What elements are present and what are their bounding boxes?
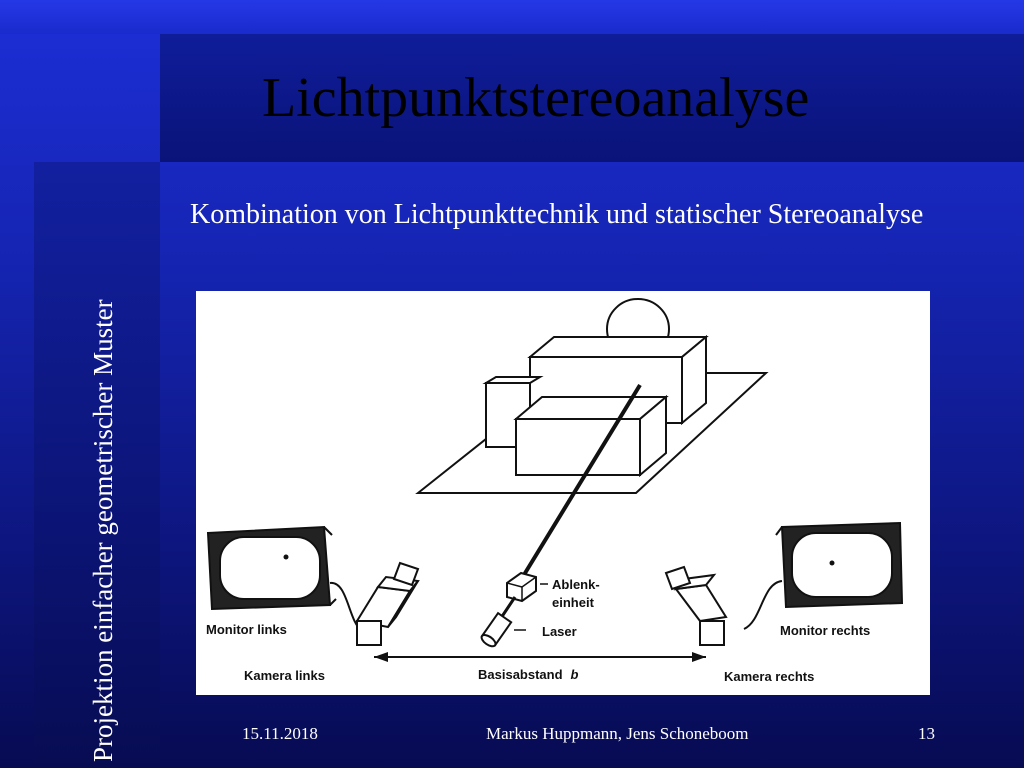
label-baseline-text: Basisabstand bbox=[478, 667, 563, 682]
footer-page-number: 13 bbox=[918, 724, 935, 743]
camera-right-front bbox=[700, 621, 724, 645]
footer-authors: Markus Huppmann, Jens Schoneboom bbox=[486, 724, 749, 743]
label-baseline-symbol: b bbox=[570, 667, 579, 682]
stereo-setup-figure bbox=[196, 291, 930, 695]
label-camera-right: Kamera rechts bbox=[724, 669, 815, 684]
slide-title: Lichtpunktstereoanalyse bbox=[262, 67, 810, 129]
stereo-setup-diagram bbox=[196, 291, 930, 695]
camera-right-body bbox=[676, 585, 726, 621]
side-caption-container bbox=[80, 172, 126, 762]
monitor-left-screen bbox=[220, 537, 320, 599]
large-box-top bbox=[530, 337, 706, 357]
label-laser: Laser bbox=[542, 624, 577, 639]
label-deflection-line1: Ablenk- bbox=[552, 577, 600, 592]
footer-date: 15.11.2018 bbox=[242, 724, 318, 743]
label-monitor-right: Monitor rechts bbox=[780, 623, 871, 638]
monitor-right-screen bbox=[792, 533, 892, 597]
label-deflection-line2: einheit bbox=[552, 595, 594, 610]
top-band bbox=[0, 0, 1024, 34]
camera-left-front bbox=[357, 621, 381, 645]
front-box-front bbox=[516, 419, 640, 475]
label-baseline bbox=[478, 667, 579, 682]
body-text: Kombination von Lichtpunkttechnik und statischer Stereoanalyse bbox=[190, 199, 924, 230]
label-camera-left: Kamera links bbox=[244, 668, 325, 683]
laser-device bbox=[480, 613, 511, 648]
monitor-right-cable bbox=[744, 581, 782, 629]
label-monitor-left: Monitor links bbox=[206, 622, 287, 637]
side-caption: Projektion einfacher geometrischer Muster bbox=[88, 299, 118, 762]
